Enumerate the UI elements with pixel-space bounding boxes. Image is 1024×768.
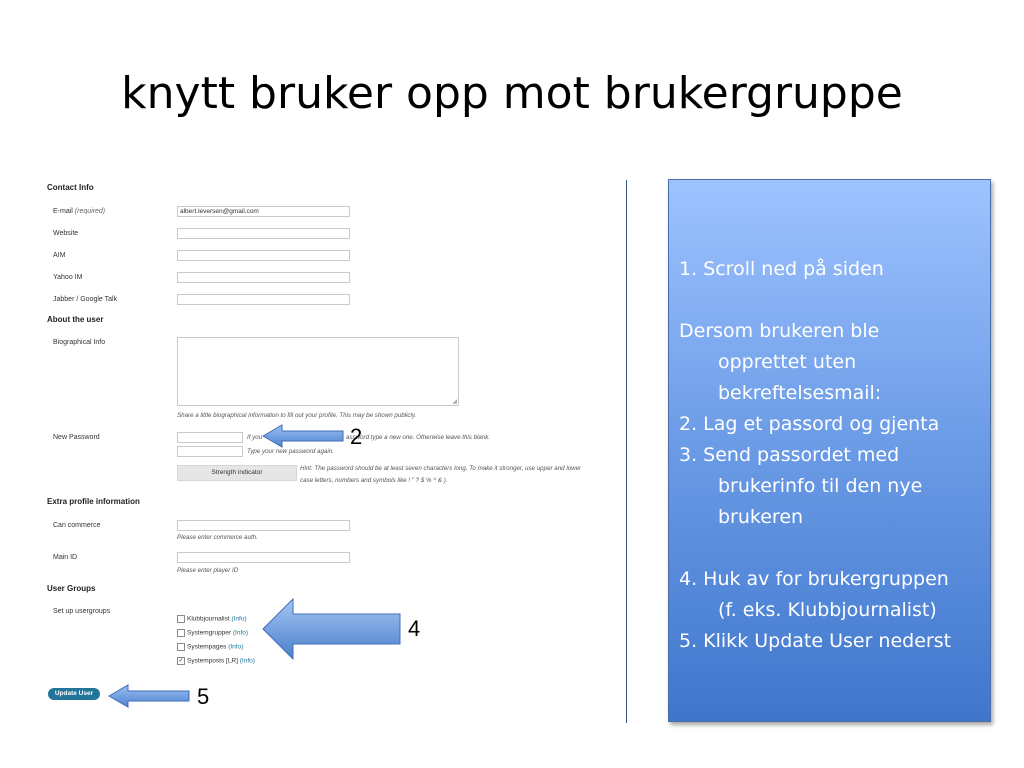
usergroup-option[interactable] <box>177 629 248 637</box>
email-label-text: E-mail <box>53 208 73 215</box>
website-label: Website <box>53 230 79 237</box>
usergroup-label: Systempages <box>187 643 227 651</box>
yahoo-label: Yahoo IM <box>53 274 83 281</box>
instruction-line: 1. Scroll ned på siden <box>679 258 884 280</box>
email-label <box>53 208 105 215</box>
strength-indicator: Strength indicator <box>177 465 297 481</box>
main-id-field[interactable] <box>177 552 350 563</box>
repeat-password-field[interactable] <box>177 446 243 457</box>
instruction-line: (f. eks. Klubbjournalist) <box>718 599 937 621</box>
aim-field[interactable] <box>177 250 350 261</box>
instructions-box <box>668 179 991 722</box>
instruction-line: 4. Huk av for brukergruppen <box>679 568 949 590</box>
aim-label: AIM <box>53 252 66 259</box>
checkbox[interactable] <box>177 615 185 623</box>
commerce-field[interactable] <box>177 520 350 531</box>
callout-number-4: 4 <box>408 616 421 641</box>
checkbox[interactable] <box>177 629 185 637</box>
extra-profile-heading: Extra profile information <box>47 497 140 506</box>
checkbox[interactable] <box>177 643 185 651</box>
usergroup-label: Klubbjournalist <box>187 615 230 623</box>
email-field[interactable]: albert.leversen@gmail.com <box>177 206 350 217</box>
strength-hint-line1: Hint: The password should be at least seven characters long. To make it stronger, use upper and lower <box>300 465 582 472</box>
email-required-note: (required) <box>74 208 106 215</box>
yahoo-field[interactable] <box>177 272 350 283</box>
user-groups-heading: User Groups <box>47 584 96 593</box>
info-link[interactable]: (Info) <box>231 615 247 623</box>
instructions-text <box>679 254 984 657</box>
arrow-left-icon <box>262 598 402 660</box>
commerce-hint: Please enter commerce auth. <box>177 534 258 541</box>
vertical-divider <box>626 180 627 723</box>
instruction-line: 2. Lag et passord og gjenta <box>679 413 940 435</box>
usergroup-option[interactable] <box>177 657 255 665</box>
callout-number-5: 5 <box>197 684 210 709</box>
website-field[interactable] <box>177 228 350 239</box>
usergroup-option[interactable] <box>177 643 243 651</box>
instruction-line: opprettet uten <box>718 351 857 373</box>
new-password-field[interactable] <box>177 432 243 443</box>
usergroup-label: Systemgrupper <box>187 629 232 637</box>
main-id-hint: Please enter player ID <box>177 567 239 574</box>
info-link[interactable]: (Info) <box>239 657 255 665</box>
callout-number-2: 2 <box>350 424 363 449</box>
instruction-line: 3. Send passordet med <box>679 444 900 466</box>
password-hint-start: If you <box>247 434 263 441</box>
instruction-line: bekreftelsesmail: <box>718 382 882 404</box>
info-link[interactable]: (Info) <box>232 629 249 637</box>
bio-hint: Share a little biographical information to fill out your profile. This may be shown publicly. <box>177 412 417 419</box>
jabber-field[interactable] <box>177 294 350 305</box>
arrow-left-icon <box>108 684 190 708</box>
bio-textarea[interactable] <box>177 337 459 406</box>
bio-label: Biographical Info <box>53 339 106 346</box>
instruction-line: brukerinfo til den nye <box>718 475 923 497</box>
contact-info-heading: Contact Info <box>47 183 94 192</box>
main-id-label: Main ID <box>53 554 78 561</box>
resize-handle-icon[interactable]: ◢ <box>452 399 457 405</box>
instruction-line: Dersom brukeren ble <box>679 320 880 342</box>
update-user-button[interactable]: Update User <box>48 688 100 700</box>
instruction-line: 5. Klikk Update User nederst <box>679 630 952 652</box>
usergroup-option[interactable] <box>177 615 247 623</box>
info-link[interactable]: (Info) <box>228 643 244 651</box>
commerce-label: Can commerce <box>53 522 101 529</box>
password-repeat-hint: Type your new password again. <box>247 448 334 455</box>
slide-title: knytt bruker opp mot brukergruppe <box>121 68 903 119</box>
password-hint-end: assword type a new one. Otherwise leave this blank. <box>346 434 491 441</box>
arrow-left-icon <box>262 424 344 448</box>
about-user-heading: About the user <box>47 315 104 324</box>
jabber-label: Jabber / Google Talk <box>53 296 118 303</box>
password-label: New Password <box>53 434 100 441</box>
strength-hint-line2: case letters, numbers and symbols like ! " ? $ % ^ & ). <box>300 477 448 484</box>
checkbox-checked[interactable]: ✓ <box>178 658 184 664</box>
instruction-line: brukeren <box>718 506 804 528</box>
setup-usergroups-label: Set up usergroups <box>53 608 111 615</box>
usergroup-label: Systemposts [LR] <box>187 657 238 665</box>
